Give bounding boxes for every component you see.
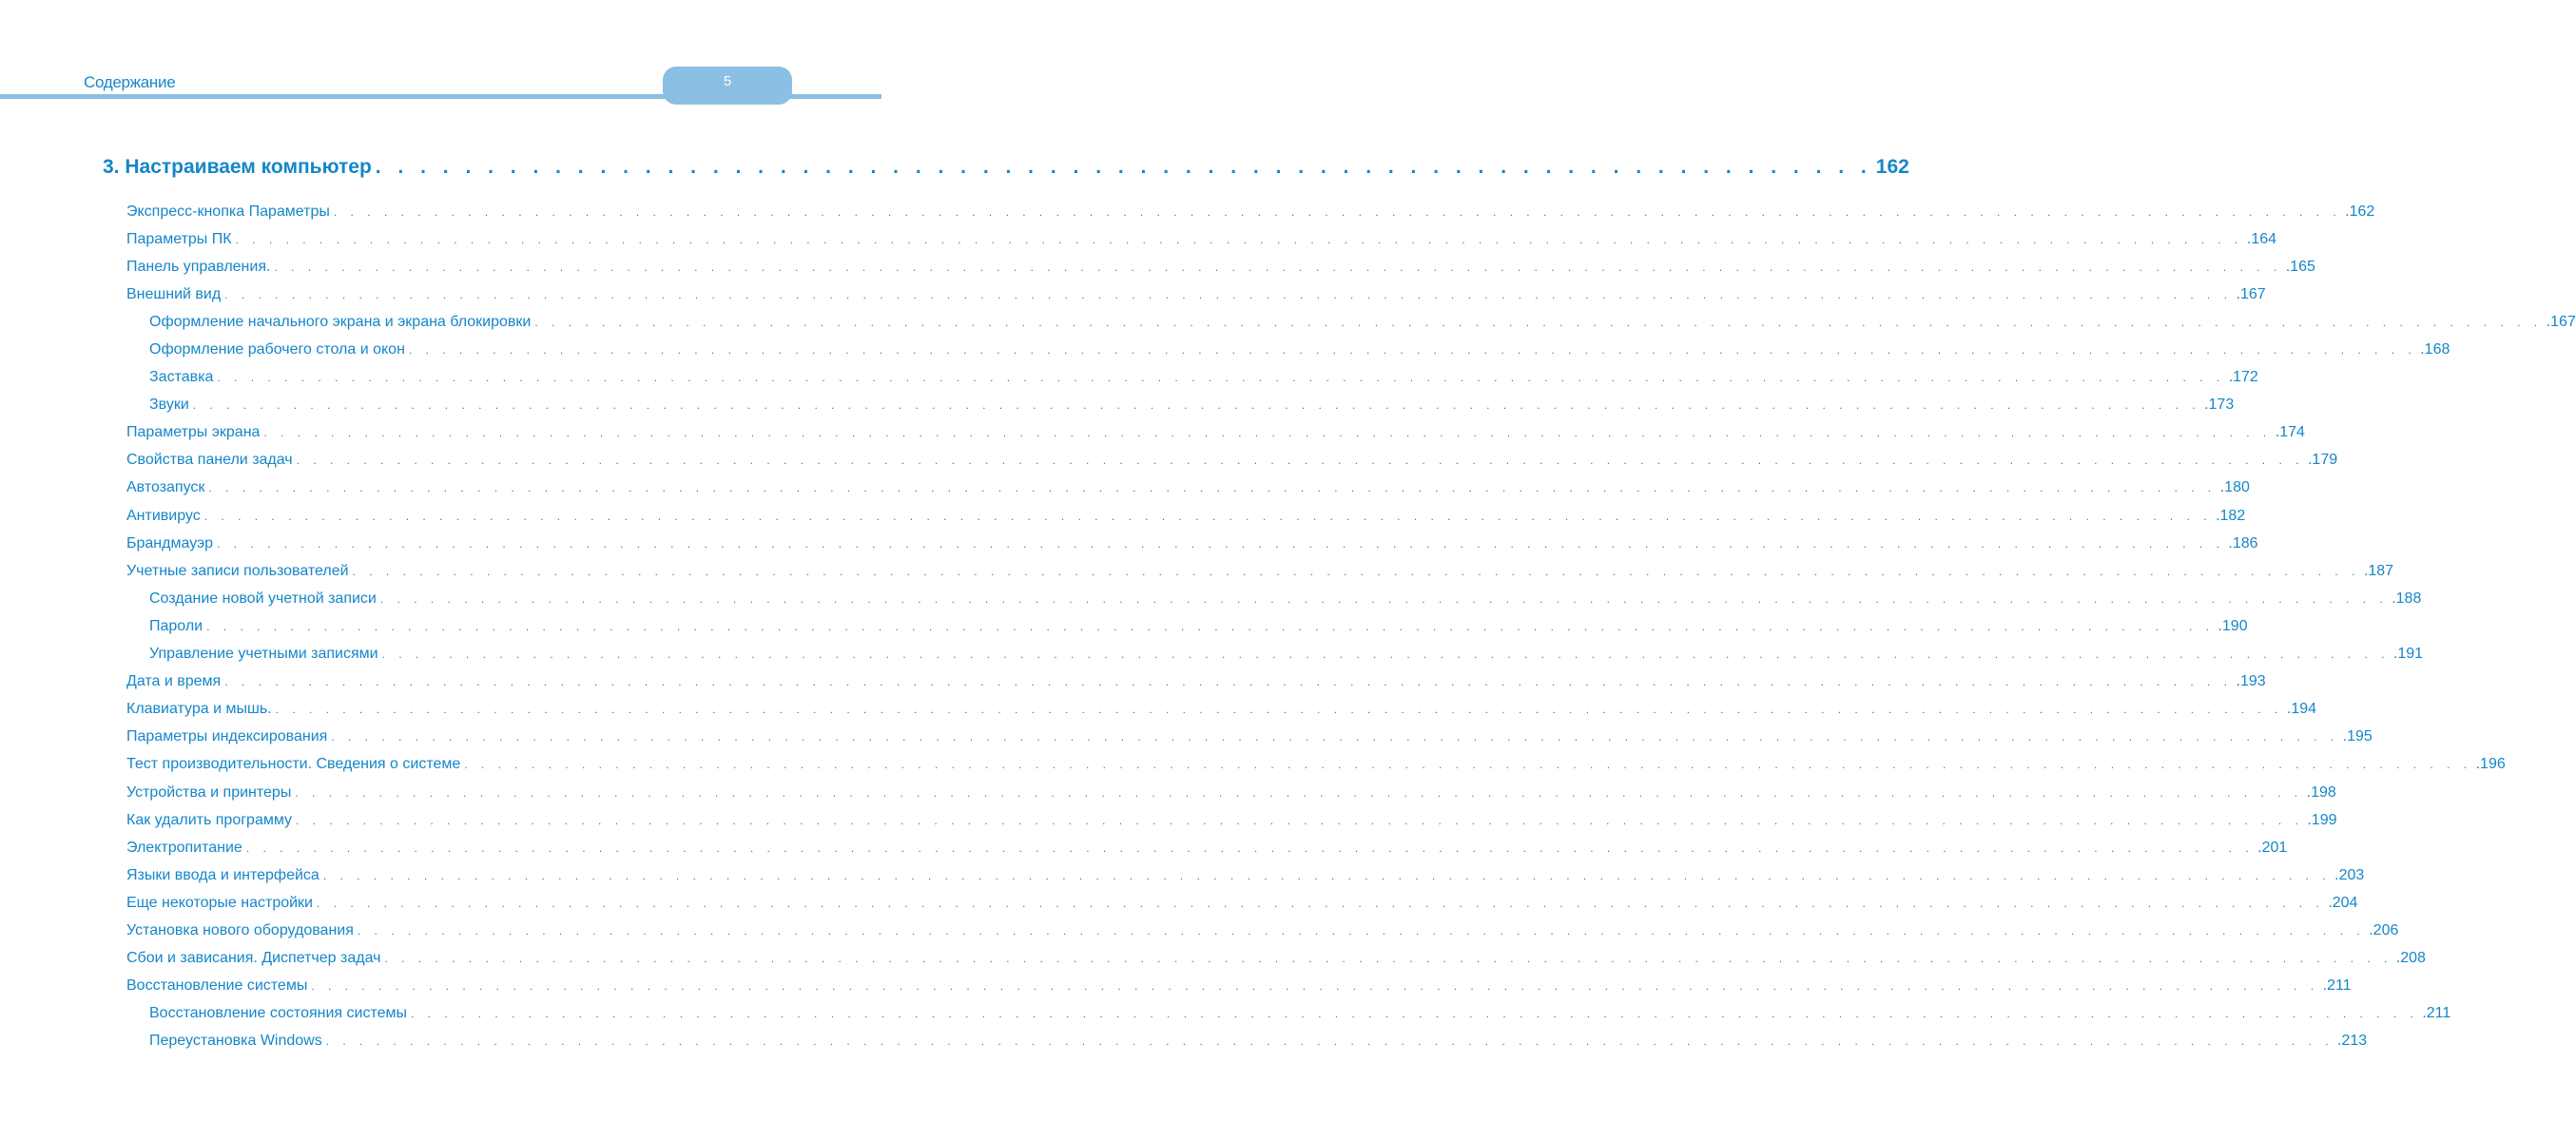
toc-entry-page: .211 (2322, 977, 2352, 995)
toc-entry-label: Дата и время (126, 673, 222, 690)
toc-dot-leader: . . . . . . . . . . . . . . . . . . . . . . . . . . . . . . . . . . . . . . . . . . . . . . . . . . . . . . . . . . . . . . . . . . . . . . . . . . . . . . . . . . . . . . . . . . . . . . . . . . . . . . . . . . . . . . . . . . . . . . . . (203, 509, 2213, 523)
chapter-title: 3. Настраиваем компьютер (103, 156, 372, 178)
toc-entry[interactable] (126, 612, 2248, 640)
toc-entry[interactable] (126, 861, 2365, 889)
toc-entry-label: Языки ввода и интерфейса (126, 866, 320, 883)
toc-dot-leader: . . . . . . . . . . . . . . . . . . . . . . . . . . . . . . . . . . . . . . . . . . . . . . . . . . . . . . . . . . . . . . . . . . . . . . . . . . . . . . . . . . . . . . . . . . . . . . . . . . . . . . . . . . . . . . . . . . . . . . . . (464, 758, 2472, 772)
toc-entry-label: Учетные записи пользователей (126, 562, 349, 579)
toc-entry-page: .201 (2257, 839, 2288, 856)
toc-entry-label: Клавиатура и мышь. (126, 701, 272, 718)
toc-dot-leader: . . . . . . . . . . . . . . . . . . . . . . . . . . . . . . . . . . . . . . . . . . . . . . . . . . . . . . . . . . . . . . . . . . . . . . . . . . . . . . . . . . . . . . . . . . . . . . . . . . . . . . . . . . . . . . . . . . . . . . . . (235, 232, 2243, 246)
toc-entry-label: Сбои и зависания. Диспетчер задач (126, 950, 381, 967)
toc-entry-page: .174 (2275, 424, 2305, 441)
toc-entry-label: Электропитание (126, 839, 242, 856)
toc-entry-label: Восстановление системы (126, 977, 308, 995)
toc-entry[interactable] (126, 806, 2337, 834)
toc-entry-label: Брандмауэр (126, 534, 214, 551)
toc-entry-page: .198 (2306, 783, 2336, 801)
toc-entry[interactable] (126, 308, 2576, 336)
toc-entry[interactable] (126, 696, 2317, 724)
toc-entry-page: .179 (2307, 452, 2338, 469)
toc-entry-label: Параметры экрана (126, 424, 261, 441)
toc-entry-page: .164 (2246, 230, 2277, 247)
toc-dot-leader: . . . . . . . . . . . . . . . . . . . . . . . . . . . . . . . . . . . . . . . . . . . . . . . . . . . . . . . . . . . . . . . . . . . . . . . . . . . . . . . . . . . . . . . . . . . . . . . . . . . . . . . . . . . . . . . . . . . . . . . . (357, 923, 2366, 938)
toc-entry-label: Свойства панели задач (126, 452, 293, 469)
toc-entry-label: Экспресс-кнопка Параметры (126, 203, 330, 220)
toc-entry-label: Тест производительности. Сведения о системе (126, 756, 461, 773)
toc-entry-page: .172 (2228, 369, 2258, 386)
toc-dot-leader: . . . . . . . . . . . . . . . . . . . . . . . . . . . . . . . . . . . . . . . . . . . . . . . . . . . . . . . . . . . . . . . . . . . . . . . . . . . . . . . . . . . . . . . . . . . . . . . . . . . . . . . . . . . . . . . . . . . . . . . . (411, 1007, 2419, 1021)
toc-entry-page: .194 (2286, 701, 2317, 718)
toc-entry-label: Оформление рабочего стола и окон (149, 341, 405, 358)
toc-entry[interactable] (126, 225, 2277, 253)
toc-dot-leader: . . . . . . . . . . . . . . . . . . . . . . . . . . . . . . . . . . . . . . . . . . . . . . . . . . . . . . . . . . . . . . . . . . . . . . . . . . . . . . . . . . . . . . . . . . . . . . . . . . . . . . . . . . . . . . . . . . . . . . . . (384, 952, 2392, 966)
toc-entry[interactable] (126, 834, 2288, 861)
running-header-title: Содержание (84, 73, 176, 91)
toc-entry[interactable] (126, 1028, 2368, 1055)
toc-entry-label: Оформление начального экрана и экрана блокировки (149, 313, 532, 330)
toc-entry[interactable] (126, 668, 2266, 696)
toc-entry-page: .196 (2475, 756, 2506, 773)
toc-entry-label: Внешний вид (126, 285, 222, 302)
toc-entry-label: Автозапуск (126, 479, 205, 496)
toc-entry-page: .191 (2392, 646, 2424, 663)
toc-entry-label: Управление учетными записями (149, 646, 378, 663)
chapter-dot-leader: . . . . . . . . . . . . . . . . . . . . . . . . . . . . . . . . . . . . . . . . . . . . . . . . . . . . . . . . . . . . . . . . . . . (375, 156, 1872, 178)
toc-entry-page: .188 (2392, 590, 2422, 607)
toc-entry-page: .182 (2216, 507, 2246, 524)
toc-entry-label: Антивирус (126, 507, 201, 524)
toc-entry-page: .167 (2236, 285, 2266, 302)
toc-entry[interactable] (126, 779, 2336, 806)
toc-dot-leader: . . . . . . . . . . . . . . . . . . . . . . . . . . . . . . . . . . . . . . . . . . . . . . . . . . . . . . . . . . . . . . . . . . . . . . . . . . . . . . . . . . . . . . . . . . . . . . . . . . . . . . . . . . . . . . . . . . . . . . . . (333, 204, 2342, 219)
toc-dot-leader: . . . . . . . . . . . . . . . . . . . . . . . . . . . . . . . . . . . . . . . . . . . . . . . . . . . . . . . . . . . . . . . . . . . . . . . . . . . . . . . . . . . . . . . . . . . . . . . . . . . . . . . . . . . . . . . . . . . . . . . . (208, 481, 2217, 495)
toc-entry-page: .193 (2236, 673, 2266, 690)
toc-entry-page: .165 (2285, 258, 2315, 275)
toc-entry-page: .167 (2546, 313, 2576, 330)
toc-entry-page: .206 (2369, 921, 2399, 938)
toc-entry-page: .211 (2422, 1005, 2451, 1022)
toc-dot-leader: . . . . . . . . . . . . . . . . . . . . . . . . . . . . . . . . . . . . . . . . . . . . . . . . . . . . . . . . . . . . . . . . . . . . . . . . . . . . . . . . . . . . . . . . . . . . . . . . . . . . . . . . . . . . . . . . . . . . . . . . (295, 785, 2303, 800)
toc-entry-label: Пароли (149, 617, 203, 634)
toc-entry-page: .186 (2228, 534, 2258, 551)
toc-entry-page: .173 (2204, 396, 2235, 414)
toc-dot-leader: . . . . . . . . . . . . . . . . . . . . . . . . . . . . . . . . . . . . . . . . . . . . . . . . . . . . . . . . . . . . . . . . . . . . . . . . . . . . . . . . . . . . . . . . . . . . . . . . . . . . . . . . . . . . . . . . . . . . . . . . (263, 426, 2272, 440)
toc-entry[interactable] (126, 1000, 2451, 1028)
toc-entry[interactable] (126, 945, 2426, 973)
toc-entry-page: .195 (2342, 728, 2373, 745)
toc-entry-label: Параметры индексирования (126, 728, 328, 745)
toc-entry-label: Восстановление состояния системы (149, 1005, 407, 1022)
toc-entry[interactable] (126, 889, 2358, 917)
toc-dot-leader: . . . . . . . . . . . . . . . . . . . . . . . . . . . . . . . . . . . . . . . . . . . . . . . . . . . . . . . . . . . . . . . . . . . . . . . . . . . . . . . . . . . . . . . . . . . . . . . . . . . . . . . . . . . . . . . . . . . . . . . . (275, 703, 2283, 717)
toc-dot-leader: . . . . . . . . . . . . . . . . . . . . . . . . . . . . . . . . . . . . . . . . . . . . . . . . . . . . . . . . . . . . . . . . . . . . . . . . . . . . . . . . . . . . . . . . . . . . . . . . . . . . . . . . . . . . . . . . . . . . . . . . (534, 315, 2543, 329)
toc-dot-leader: . . . . . . . . . . . . . . . . . . . . . . . . . . . . . . . . . . . . . . . . . . . . . . . . . . . . . . . . . . . . . . . . . . . . . . . . . . . . . . . . . . . . . . . . . . . . . . . . . . . . . . . . . . . . . . . . . . . . . . . . (296, 454, 2304, 468)
toc-entry-label: Заставка (149, 369, 214, 386)
toc-entry[interactable] (126, 641, 2424, 668)
toc-dot-leader: . . . . . . . . . . . . . . . . . . . . . . . . . . . . . . . . . . . . . . . . . . . . . . . . . . . . . . . . . . . . . . . . . . . . . . . . . . . . . . . . . . . . . . . . . . . . . . . . . . . . . . . . . . . . . . . . . . . . . . . . (206, 619, 2215, 633)
toc-dot-leader: . . . . . . . . . . . . . . . . . . . . . . . . . . . . . . . . . . . . . . . . . . . . . . . . . . . . . . . . . . . . . . . . . . . . . . . . . . . . . . . . . . . . . . . . . . . . . . . . . . . . . . . . . . . . . . . . . . . . . . . . (408, 343, 2417, 358)
toc-entry[interactable] (126, 392, 2235, 419)
toc-dot-leader: . . . . . . . . . . . . . . . . . . . . . . . . . . . . . . . . . . . . . . . . . . . . . . . . . . . . . . . . . . . . . . . . . . . . . . . . . . . . . . . . . . . . . . . . . . . . . . . . . . . . . . . . . . . . . . . . . . . . . . . . (331, 730, 2339, 745)
toc-entry-page: .203 (2334, 866, 2365, 883)
toc-entry-label: Звуки (149, 396, 189, 414)
toc-dot-leader: . . . . . . . . . . . . . . . . . . . . . . . . . . . . . . . . . . . . . . . . . . . . . . . . . . . . . . . . . . . . . . . . . . . . . . . . . . . . . . . . . . . . . . . . . . . . . . . . . . . . . . . . . . . . . . . . . . . . . . . . (379, 591, 2389, 606)
toc-entry[interactable] (126, 474, 2250, 502)
toc-entry[interactable] (126, 724, 2373, 751)
toc-entry-page: .162 (2345, 203, 2375, 220)
toc-entry[interactable] (126, 530, 2258, 557)
page-number: 5 (723, 73, 732, 89)
toc-entry-label: Устройства и принтеры (126, 783, 292, 801)
toc-entry-label: Как удалить программу (126, 811, 293, 828)
toc-entry[interactable] (126, 419, 2305, 447)
toc-dot-leader: . . . . . . . . . . . . . . . . . . . . . . . . . . . . . . . . . . . . . . . . . . . . . . . . . . . . . . . . . . . . . . . . . . . . . . . . . . . . . . . . . . . . . . . . . . . . . . . . . . . . . . . . . . . . . . . . . . . . . . . . (325, 1035, 2334, 1049)
toc-entry[interactable] (126, 585, 2422, 612)
toc-dot-leader: . . . . . . . . . . . . . . . . . . . . . . . . . . . . . . . . . . . . . . . . . . . . . . . . . . . . . . . . . . . . . . . . . . . . . . . . . . . . . . . . . . . . . . . . . . . . . . . . . . . . . . . . . . . . . . . . . . . . . . . . (311, 979, 2319, 994)
chapter-heading[interactable] (103, 156, 1909, 186)
toc-entry-page: .187 (2363, 562, 2394, 579)
toc-entry-label: Установка нового оборудования (126, 921, 354, 938)
toc-dot-leader: . . . . . . . . . . . . . . . . . . . . . . . . . . . . . . . . . . . . . . . . . . . . . . . . . . . . . . . . . . . . . . . . . . . . . . . . . . . . . . . . . . . . . . . . . . . . . . . . . . . . . . . . . . . . . . . . . . . . . . . . (381, 648, 2390, 662)
toc-entry-label: Панель управления. (126, 258, 271, 275)
toc-entry[interactable] (126, 557, 2394, 585)
toc-entry[interactable] (126, 917, 2399, 944)
toc-entry[interactable] (126, 280, 2266, 308)
toc-entry[interactable] (126, 447, 2338, 474)
toc-dot-leader: . . . . . . . . . . . . . . . . . . . . . . . . . . . . . . . . . . . . . . . . . . . . . . . . . . . . . . . . . . . . . . . . . . . . . . . . . . . . . . . . . . . . . . . . . . . . . . . . . . . . . . . . . . . . . . . . . . . . . . . . (352, 564, 2360, 578)
toc-dot-leader: . . . . . . . . . . . . . . . . . . . . . . . . . . . . . . . . . . . . . . . . . . . . . . . . . . . . . . . . . . . . . . . . . . . . . . . . . . . . . . . . . . . . . . . . . . . . . . . . . . . . . . . . . . . . . . . . . . . . . . . . (296, 813, 2304, 827)
toc-entry-page: .213 (2337, 1033, 2368, 1050)
toc-entry-page: .199 (2307, 811, 2337, 828)
toc-dot-leader: . . . . . . . . . . . . . . . . . . . . . . . . . . . . . . . . . . . . . . . . . . . . . . . . . . . . . . . . . . . . . . . . . . . . . . . . . . . . . . . . . . . . . . . . . . . . . . . . . . . . . . . . . . . . . . . . . . . . . . . . (274, 260, 2282, 274)
toc-entry[interactable] (126, 253, 2315, 280)
toc-dot-leader: . . . . . . . . . . . . . . . . . . . . . . . . . . . . . . . . . . . . . . . . . . . . . . . . . . . . . . . . . . . . . . . . . . . . . . . . . . . . . . . . . . . . . . . . . . . . . . . . . . . . . . . . . . . . . . . . . . . . . . . . (224, 675, 2233, 689)
toc-entry[interactable] (126, 973, 2352, 1000)
table-of-contents (126, 198, 2576, 1055)
toc-entry-page: .180 (2219, 479, 2250, 496)
toc-entry-page: .190 (2218, 617, 2248, 634)
toc-dot-leader: . . . . . . . . . . . . . . . . . . . . . . . . . . . . . . . . . . . . . . . . . . . . . . . . . . . . . . . . . . . . . . . . . . . . . . . . . . . . . . . . . . . . . . . . . . . . . . . . . . . . . . . . . . . . . . . . . . . . . . . . (322, 868, 2332, 882)
toc-dot-leader: . . . . . . . . . . . . . . . . . . . . . . . . . . . . . . . . . . . . . . . . . . . . . . . . . . . . . . . . . . . . . . . . . . . . . . . . . . . . . . . . . . . . . . . . . . . . . . . . . . . . . . . . . . . . . . . . . . . . . . . . (192, 398, 2201, 413)
toc-entry-page: .168 (2420, 341, 2450, 358)
toc-dot-leader: . . . . . . . . . . . . . . . . . . . . . . . . . . . . . . . . . . . . . . . . . . . . . . . . . . . . . . . . . . . . . . . . . . . . . . . . . . . . . . . . . . . . . . . . . . . . . . . . . . . . . . . . . . . . . . . . . . . . . . . . (217, 536, 2225, 551)
toc-entry[interactable] (126, 198, 2375, 225)
toc-entry[interactable] (126, 751, 2506, 779)
toc-entry-label: Создание новой учетной записи (149, 590, 377, 607)
toc-entry[interactable] (126, 364, 2258, 392)
toc-entry-label: Параметры ПК (126, 230, 232, 247)
toc-dot-leader: . . . . . . . . . . . . . . . . . . . . . . . . . . . . . . . . . . . . . . . . . . . . . . . . . . . . . . . . . . . . . . . . . . . . . . . . . . . . . . . . . . . . . . . . . . . . . . . . . . . . . . . . . . . . . . . . . . . . . . . . (316, 896, 2325, 910)
toc-entry-label: Переустановка Windows (149, 1033, 322, 1050)
toc-entry[interactable] (126, 336, 2450, 363)
toc-entry-page: .208 (2395, 950, 2426, 967)
toc-dot-leader: . . . . . . . . . . . . . . . . . . . . . . . . . . . . . . . . . . . . . . . . . . . . . . . . . . . . . . . . . . . . . . . . . . . . . . . . . . . . . . . . . . . . . . . . . . . . . . . . . . . . . . . . . . . . . . . . . . . . . . . . (245, 841, 2255, 855)
toc-dot-leader: . . . . . . . . . . . . . . . . . . . . . . . . . . . . . . . . . . . . . . . . . . . . . . . . . . . . . . . . . . . . . . . . . . . . . . . . . . . . . . . . . . . . . . . . . . . . . . . . . . . . . . . . . . . . . . . . . . . . . . . . (224, 287, 2233, 301)
toc-entry-page: .204 (2328, 894, 2358, 911)
toc-entry-label: Еще некоторые настройки (126, 894, 313, 911)
chapter-page: 162 (1875, 156, 1909, 178)
toc-dot-leader: . . . . . . . . . . . . . . . . . . . . . . . . . . . . . . . . . . . . . . . . . . . . . . . . . . . . . . . . . . . . . . . . . . . . . . . . . . . . . . . . . . . . . . . . . . . . . . . . . . . . . . . . . . . . . . . . . . . . . . . . (217, 371, 2225, 385)
toc-entry[interactable] (126, 502, 2246, 530)
